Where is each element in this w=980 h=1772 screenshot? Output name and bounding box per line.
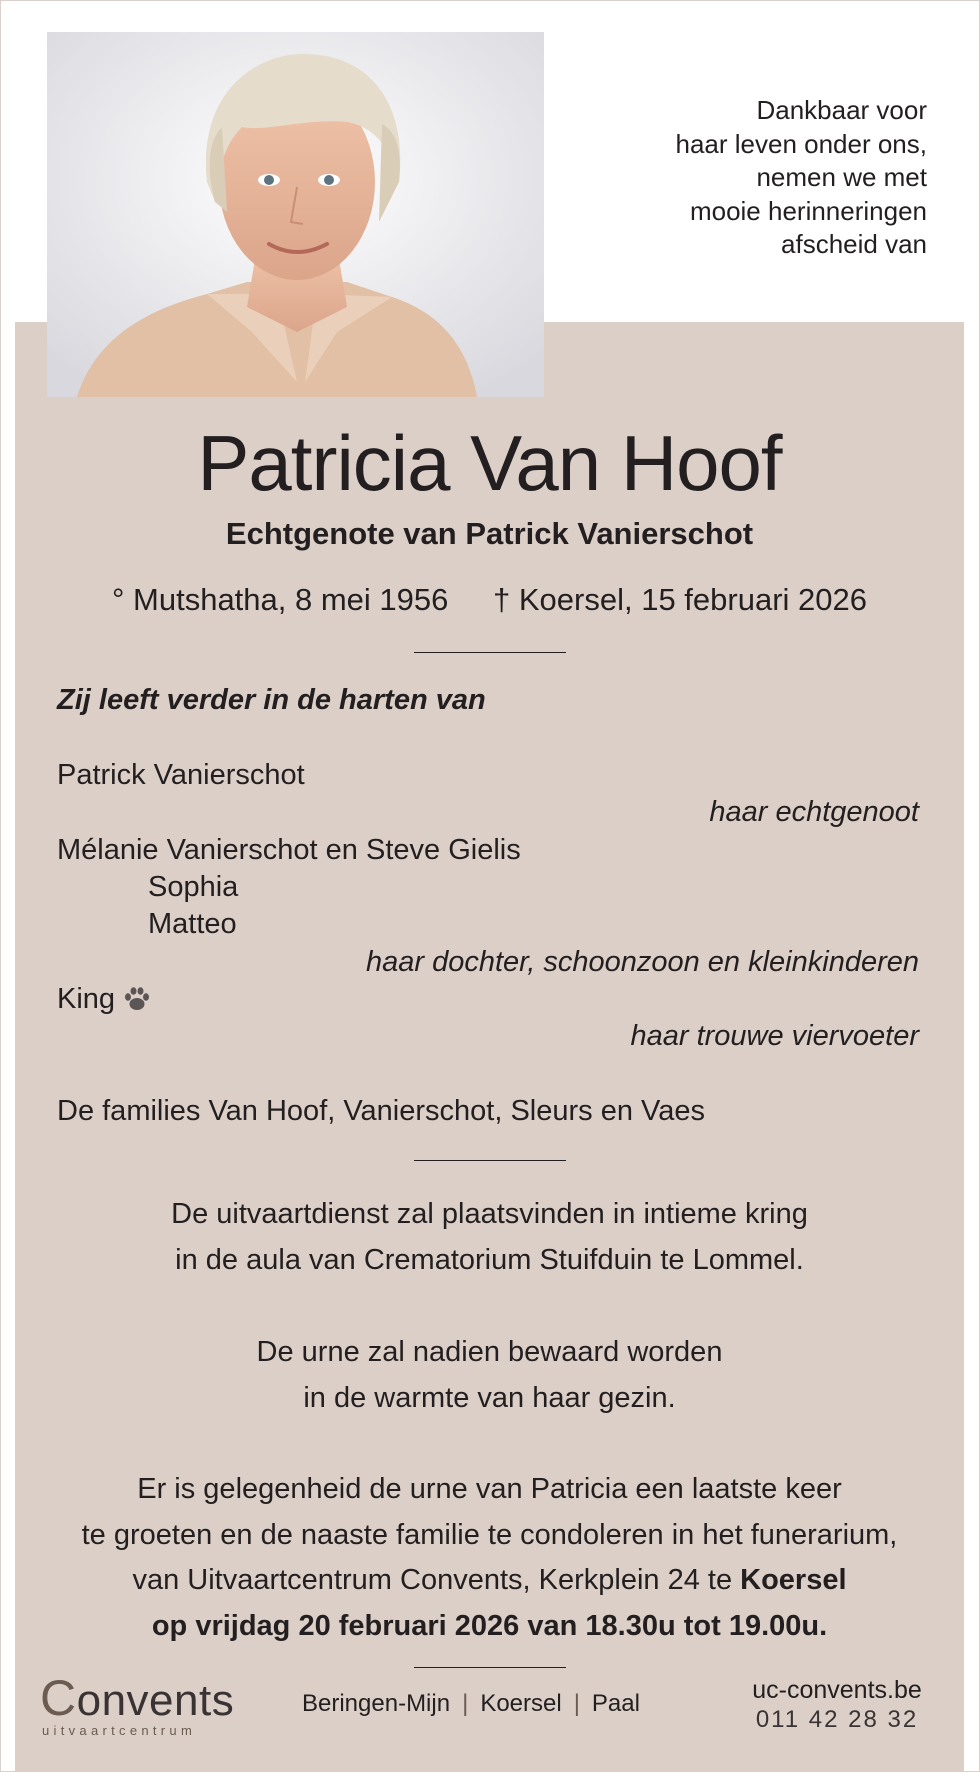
portrait-photo	[47, 32, 544, 397]
intro-line: mooie herinneringen	[689, 195, 927, 226]
daughter-relation: haar dochter, schoonzoon en kleinkinderen	[366, 946, 919, 978]
logo-wordmark: Convents	[40, 1670, 235, 1726]
visitation-date: op vrijdag 20 februari 2026 van 18.30u tot 19.00u.	[151, 1609, 828, 1642]
visitation-line: te groeten en de naaste familie te condoleren in het funerarium,	[81, 1518, 898, 1551]
portrait-illustration	[47, 32, 544, 397]
visitation-place: Koersel	[740, 1564, 847, 1596]
intro-text	[597, 94, 927, 262]
footer-towns	[302, 1687, 640, 1721]
urn-paragraph	[15, 1330, 964, 1421]
intro-line: Dankbaar voor	[756, 95, 927, 125]
pet-line	[57, 980, 919, 1018]
grandchild-name: Matteo	[148, 908, 237, 940]
footer-contact	[737, 1675, 937, 1735]
birth-date: ° Mutshatha, 8 mei 1956	[112, 582, 449, 617]
website-link[interactable]: uc-convents.be	[752, 1676, 922, 1704]
relation-line: Echtgenote van Patrick Vanierschot	[225, 516, 754, 551]
town-separator: |	[573, 1690, 580, 1717]
visitation-line: Er is gelegenheid de urne van Patricia een laatste keer	[137, 1473, 842, 1505]
divider	[414, 652, 566, 653]
intro-line: nemen we met	[756, 162, 927, 192]
intro-line: afscheid van	[781, 229, 927, 259]
town-separator: |	[462, 1690, 469, 1717]
visitation-line	[15, 1558, 964, 1604]
spouse-relation: haar echtgenoot	[709, 796, 919, 828]
grandchild-name: Sophia	[148, 871, 239, 903]
phone-number[interactable]: 011 42 28 32	[755, 1706, 919, 1733]
town-name: Koersel	[480, 1690, 562, 1717]
convents-logo	[40, 1670, 235, 1738]
visitation-address: van Uitvaartcentrum Convents, Kerkplein 24 te	[132, 1564, 741, 1596]
families-line: De families Van Hoof, Vanierschot, Sleurs en Vaes	[57, 1095, 705, 1127]
town-name: Beringen-Mijn	[302, 1690, 451, 1717]
pet-relation: haar trouwe viervoeter	[630, 1020, 919, 1052]
divider	[414, 1667, 566, 1668]
divider	[414, 1160, 566, 1161]
urn-line: in de warmte van haar gezin.	[303, 1381, 676, 1414]
survivors-intro: Zij leeft verder in de harten van	[57, 684, 486, 716]
daughter-names: Mélanie Vanierschot en Steve Gielis	[57, 834, 521, 866]
service-line: De uitvaartdienst zal plaatsvinden in intieme kring	[171, 1198, 808, 1230]
deceased-name: Patricia Van Hoof	[197, 419, 782, 507]
town-name: Paal	[591, 1690, 640, 1717]
service-line: in de aula van Crematorium Stuifduin te Lommel.	[175, 1243, 804, 1276]
urn-line: De urne zal nadien bewaard worden	[256, 1336, 723, 1368]
pet-name: King	[57, 983, 116, 1015]
death-date: † Koersel, 15 februari 2026	[493, 582, 867, 617]
intro-line: haar leven onder ons,	[675, 128, 927, 159]
spouse-name: Patrick Vanierschot	[57, 759, 305, 791]
service-paragraph	[15, 1192, 964, 1283]
logo-subtitle: uitvaartcentrum	[42, 1723, 197, 1738]
dates-line	[15, 578, 964, 622]
visitation-paragraph	[15, 1467, 964, 1649]
